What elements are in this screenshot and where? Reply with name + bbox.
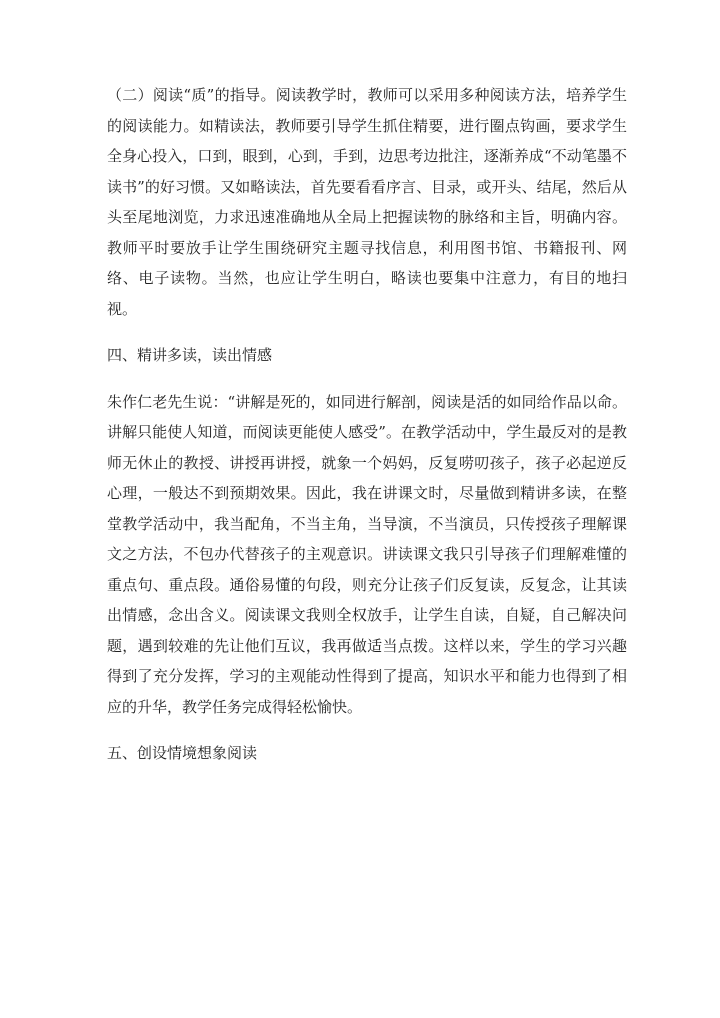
section-heading-four: 四、精讲多读，读出情感 bbox=[107, 346, 273, 364]
paragraph-reading-quality-guidance: （二）阅读“质”的指导。阅读教学时，教师可以采用多种阅读方法，培养学生的阅读能力。如精读法，教师要引导学生抓住精要，进行圈点钩画，要求学生全身心投入，口到，眼到，心到，手到，边思考边批注，逐渐养成“不动笔墨不读书”的好习惯。又如略读法，首先要看看序言、目录，或开头、结尾，然后从头至尾地浏览，力求迅速准确地从全局上把握读物的脉络和主旨，明确内容。教师平时要放手让学生围绕研究主题寻找信息，利用图书馆、书籍报刊、网络、电子读物。当然，也应让学生明白，略读也要集中注意力，有目的地扫视。 bbox=[107, 86, 627, 318]
paragraph-intensive-explanation: 朱作仁老先生说：“讲解是死的，如同进行解剖，阅读是活的如同给作品以命。讲解只能使人知道，而阅读更能使人感受”。在教学活动中，学生最反对的是教师无休止的教授、讲授再讲授，就象一个妈妈，反复唠叨孩子，孩子必起逆反心理，一般达不到预期效果。因此，我在讲课文时，尽量做到精讲多读，在整堂教学活动中，我当配角，不当主角，当导演，不当演员，只传授孩子理解课文之方法，不包办代替孩子的主观意识。讲读课文我只引导孩子们理解难懂的重点句、重点段。通俗易懂的句段，则充分让孩子们反复读，反复念，让其读出情感，念出含义。阅读课文我则全权放手，让学生自读，自疑，自己解决问题，遇到较难的先让他们互议，我再做适当点拨。这样以来，学生的学习兴趣得到了充分发挥，学习的主观能动性得到了提高，知识水平和能力也得到了相应的升华，教学任务完成得轻松愉快。 bbox=[107, 392, 627, 716]
section-heading-five: 五、创设情境想象阅读 bbox=[107, 744, 258, 762]
document-body bbox=[107, 80, 627, 785]
